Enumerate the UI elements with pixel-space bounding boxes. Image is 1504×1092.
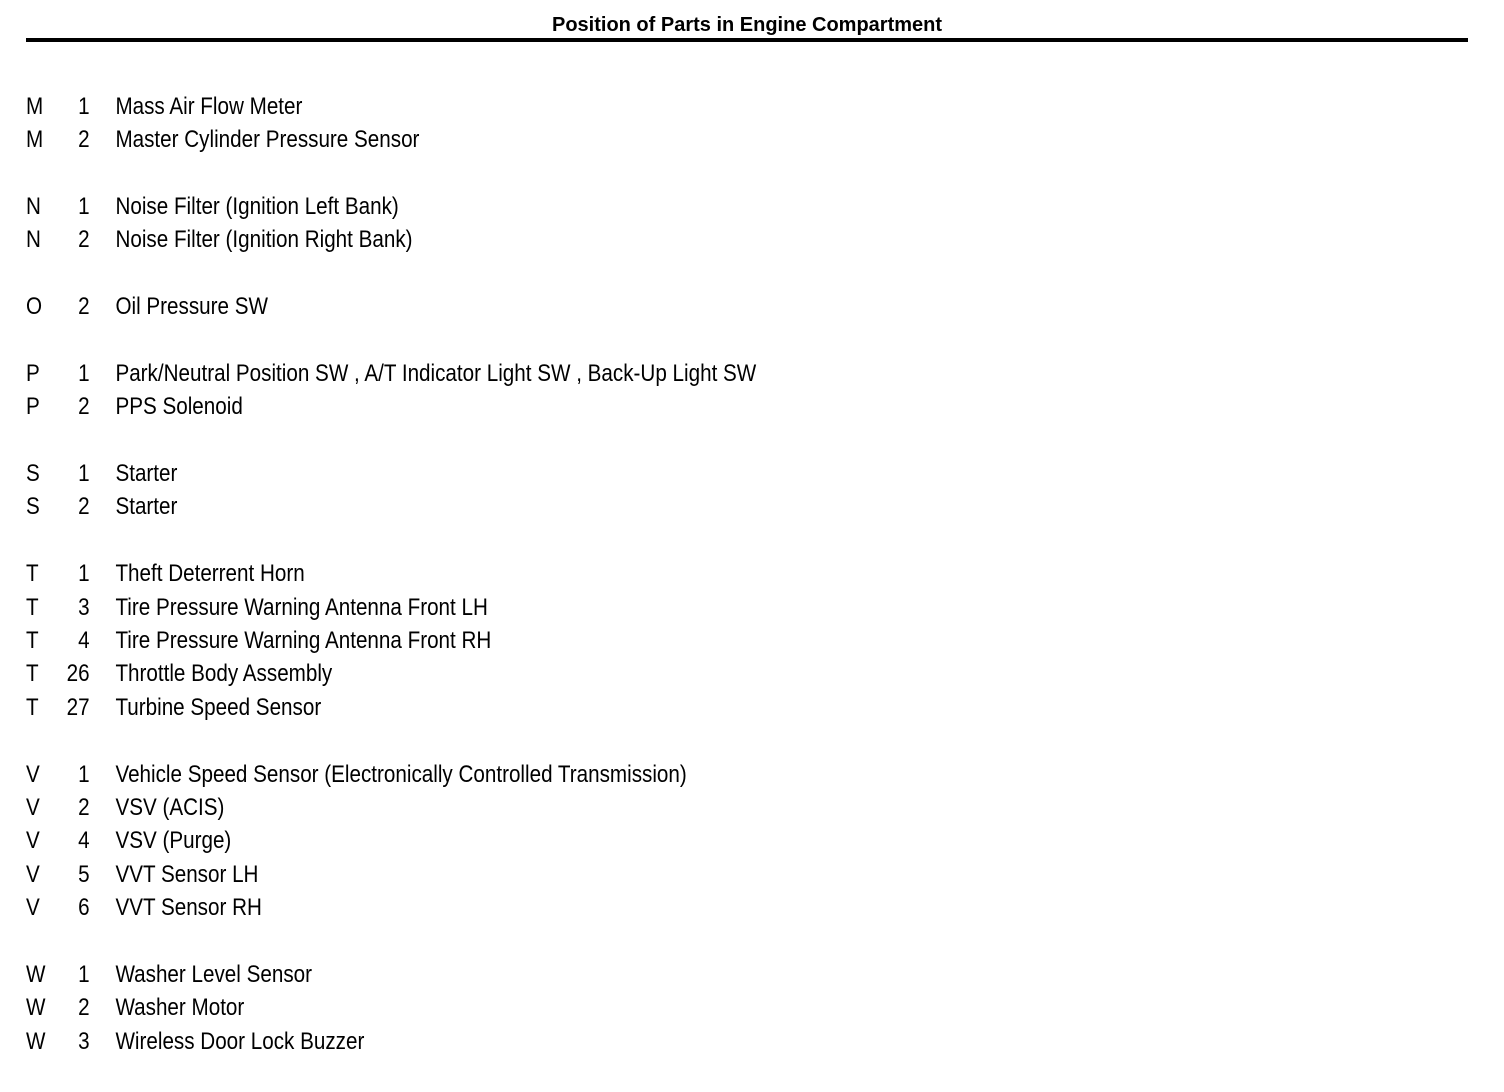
part-letter: T (26, 693, 39, 721)
part-number: 4 (78, 827, 90, 855)
part-letter: T (26, 560, 39, 588)
part-letter: V (26, 894, 40, 922)
part-name: Washer Level Sensor (115, 960, 313, 988)
part-letter: T (26, 626, 39, 654)
part-row (26, 691, 756, 724)
part-letter: N (26, 192, 41, 220)
part-name: Theft Deterrent Horn (115, 560, 305, 588)
part-row (26, 224, 756, 257)
part-number: 1 (78, 560, 90, 588)
parts-group (26, 357, 875, 424)
part-name: Oil Pressure SW (115, 293, 268, 321)
part-letter: N (26, 226, 41, 254)
part-number: 2 (78, 226, 90, 254)
part-name: Throttle Body Assembly (115, 660, 333, 688)
part-number: 1 (78, 960, 90, 988)
part-row (26, 825, 756, 858)
part-letter: P (26, 393, 40, 421)
title-divider (26, 38, 1468, 42)
part-letter: W (26, 994, 46, 1022)
part-row (26, 1025, 756, 1058)
part-row (26, 190, 756, 223)
part-number: 1 (78, 92, 90, 120)
part-number: 2 (78, 493, 90, 521)
part-name: Park/Neutral Position SW , A/T Indicator Light SW , Back-Up Light SW (115, 359, 757, 387)
part-number: 2 (78, 126, 90, 154)
part-number: 1 (78, 760, 90, 788)
parts-group (26, 190, 875, 257)
part-letter: V (26, 827, 40, 855)
part-number: 2 (78, 994, 90, 1022)
part-number: 2 (78, 393, 90, 421)
part-row (26, 758, 756, 791)
part-name: Master Cylinder Pressure Sensor (115, 126, 420, 154)
parts-list (26, 90, 875, 1092)
part-row (26, 624, 756, 657)
part-letter: W (26, 960, 46, 988)
part-row (26, 491, 756, 524)
part-name: Wireless Door Lock Buzzer (115, 1027, 365, 1055)
parts-group (26, 557, 875, 724)
part-row (26, 958, 756, 991)
part-row (26, 858, 756, 891)
part-row (26, 557, 756, 590)
part-number: 1 (78, 192, 90, 220)
part-number: 2 (78, 793, 90, 821)
part-row (26, 457, 756, 490)
part-name: VSV (Purge) (115, 827, 232, 855)
part-row (26, 290, 756, 323)
part-number: 1 (78, 459, 90, 487)
part-letter: M (26, 126, 44, 154)
part-number: 6 (78, 894, 90, 922)
part-letter: P (26, 359, 40, 387)
part-name: Turbine Speed Sensor (115, 693, 322, 721)
part-row (26, 891, 756, 924)
part-number: 5 (78, 860, 90, 888)
part-row (26, 391, 756, 424)
part-name: Noise Filter (Ignition Right Bank) (115, 226, 413, 254)
part-name: Tire Pressure Warning Antenna Front LH (115, 593, 488, 621)
page-title: Position of Parts in Engine Compartment (551, 14, 943, 36)
part-letter: T (26, 660, 39, 688)
part-name: Starter (115, 459, 178, 487)
part-row (26, 791, 756, 824)
part-letter: S (26, 493, 40, 521)
part-row (26, 357, 756, 390)
part-letter: M (26, 92, 44, 120)
part-letter: V (26, 860, 40, 888)
part-number: 3 (78, 593, 90, 621)
part-letter: T (26, 593, 39, 621)
part-name: PPS Solenoid (115, 393, 243, 421)
part-name: VVT Sensor RH (115, 894, 262, 922)
part-row (26, 90, 756, 123)
part-letter: V (26, 760, 40, 788)
part-number: 1 (78, 359, 90, 387)
parts-group (26, 457, 875, 524)
part-letter: O (26, 293, 43, 321)
part-name: Vehicle Speed Sensor (Electronically Controlled Transmission) (115, 760, 687, 788)
part-number: 2 (78, 293, 90, 321)
part-number: 3 (78, 1027, 90, 1055)
part-name: Tire Pressure Warning Antenna Front RH (115, 626, 492, 654)
part-number: 27 (66, 693, 90, 721)
part-row (26, 123, 756, 156)
part-number: 4 (78, 626, 90, 654)
part-row (26, 591, 756, 624)
part-name: VVT Sensor LH (115, 860, 259, 888)
parts-group (26, 90, 875, 157)
part-name: Starter (115, 493, 178, 521)
part-name: Washer Motor (115, 994, 245, 1022)
part-row (26, 992, 756, 1025)
part-name: Noise Filter (Ignition Left Bank) (115, 192, 399, 220)
part-number: 26 (66, 660, 90, 688)
parts-group (26, 290, 875, 323)
part-letter: S (26, 459, 40, 487)
part-name: Mass Air Flow Meter (115, 92, 303, 120)
part-letter: V (26, 793, 40, 821)
parts-group (26, 958, 875, 1058)
part-name: VSV (ACIS) (115, 793, 225, 821)
parts-group (26, 758, 875, 925)
part-letter: W (26, 1027, 46, 1055)
part-row (26, 658, 756, 691)
